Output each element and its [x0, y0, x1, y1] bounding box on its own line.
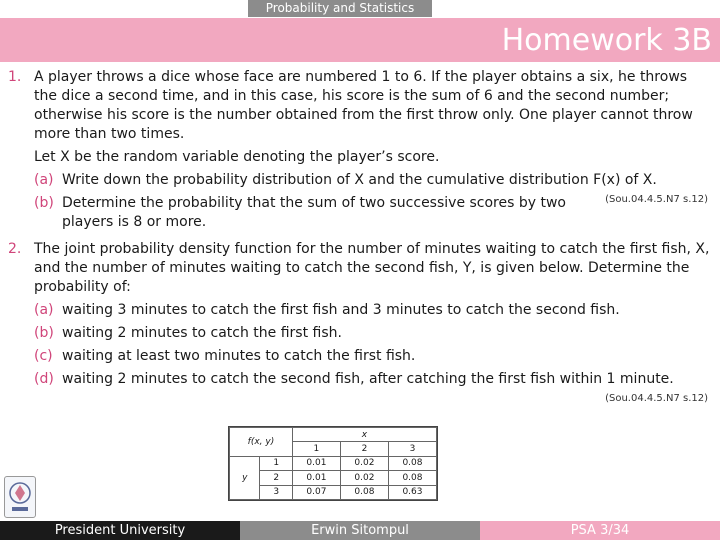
table-cell: 0.07: [292, 485, 340, 499]
table-cell: 0.02: [340, 456, 388, 470]
y-value: 1: [260, 456, 292, 470]
part-1b: [34, 194, 714, 232]
part-label: (d): [34, 371, 54, 387]
part-2c: [34, 347, 714, 366]
top-bar-left: [0, 0, 248, 17]
problem-1: [8, 68, 714, 232]
problem-number: 1.: [8, 69, 22, 85]
table-corner: f(x, y): [230, 428, 293, 457]
part-1a: [34, 171, 714, 205]
y-value: 3: [260, 485, 292, 499]
part-text: waiting at least two minutes to catch the first fish.: [62, 348, 416, 364]
table-cell: 0.01: [292, 471, 340, 485]
part-label: (b): [34, 195, 54, 211]
part-2a: [34, 301, 714, 320]
top-bar-right: [432, 0, 720, 17]
x-label: x: [292, 428, 436, 442]
problem-2: [8, 240, 714, 404]
footer-university: President University: [0, 521, 240, 540]
part-2d: [34, 370, 714, 404]
part-label: (b): [34, 325, 54, 341]
top-bar: [0, 0, 720, 17]
part-2b: [34, 324, 714, 343]
joint-pdf-table: [228, 426, 438, 501]
footer-author: Erwin Sitompul: [240, 521, 480, 540]
table-cell: 0.63: [388, 485, 436, 499]
x-value: 1: [292, 442, 340, 456]
table-cell: 0.02: [340, 471, 388, 485]
table-cell: 0.08: [388, 471, 436, 485]
part-text: waiting 2 minutes to catch the first fish.: [62, 325, 342, 341]
slide-content: [8, 68, 714, 408]
part-label: (a): [34, 302, 54, 318]
footer: [0, 521, 720, 540]
slide-title: Homework 3B: [501, 23, 712, 58]
reference: (Sou.04.4.5.N7 s.12): [605, 194, 708, 205]
part-label: (a): [34, 172, 54, 188]
table-cell: 0.01: [292, 456, 340, 470]
x-value: 2: [340, 442, 388, 456]
part-text: Determine the probability that the sum of two successive scores by two players is 8 or more.: [62, 195, 566, 230]
part-text: waiting 3 minutes to catch the first fish and 3 minutes to catch the second fish.: [62, 302, 620, 318]
y-label: y: [230, 456, 260, 499]
title-bar: [0, 18, 720, 62]
problem-text: A player throws a dice whose face are numbered 1 to 6. If the player obtains a six, he throws the dice a second time, and in this case, his score is the sum of 6 and the second number; otherwise his score is the number obtained from the first throw only. One player cannot throw more than two times.: [34, 69, 693, 142]
reference: (Sou.04.4.5.N7 s.12): [605, 393, 708, 404]
y-value: 2: [260, 471, 292, 485]
table-cell: 0.08: [340, 485, 388, 499]
part-label: (c): [34, 348, 53, 364]
part-text: waiting 2 minutes to catch the second fish, after catching the first fish within 1 minute.: [62, 371, 674, 387]
part-text: Write down the probability distribution of X and the cumulative distribution F(x) of X.: [62, 172, 657, 188]
problem-number: 2.: [8, 241, 22, 257]
problem-text: The joint probability density function for the number of minutes waiting to catch the first fish, X, and the number of minutes waiting to catch the second fish, Y, is given below. Determine the probability of:: [34, 241, 710, 295]
x-value: 3: [388, 442, 436, 456]
university-logo-icon: [4, 476, 36, 518]
problem-let: Let X be the random variable denoting the player’s score.: [34, 149, 440, 165]
table-cell: 0.08: [388, 456, 436, 470]
course-name: Probability and Statistics: [248, 0, 432, 17]
footer-page: PSA 3/34: [480, 521, 720, 540]
